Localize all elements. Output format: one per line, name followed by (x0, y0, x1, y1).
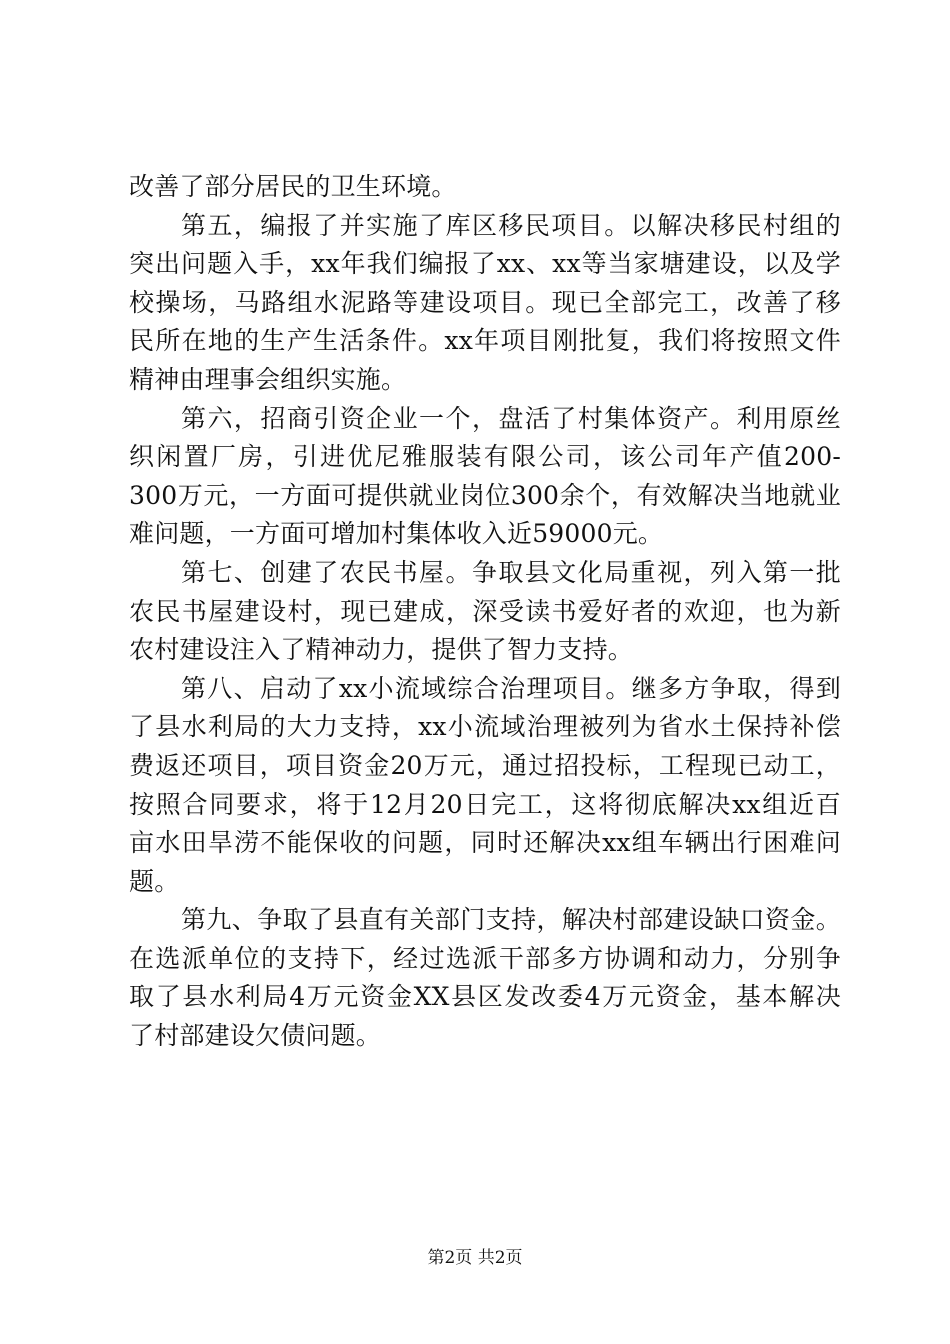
text-line: 按照合同要求，将于12月20日完工，这将彻底解决xx组近百 (129, 789, 841, 819)
page-number: 第2页 共2页 (427, 1248, 523, 1268)
text-line: 300万元，一方面可提供就业岗位300余个，有效解决当地就业 (129, 480, 841, 510)
text-line: 第六，招商引资企业一个，盘活了村集体资产。利用原丝 (181, 403, 841, 433)
text-line: 织闲置厂房，引进优尼雅服装有限公司，该公司年产值200- (129, 442, 841, 472)
text-line: 难问题，一方面可增加村集体收入近59000元。 (129, 519, 664, 549)
text-line: 突出问题入手，xx年我们编报了xx、xx等当家塘建设，以及学 (129, 249, 841, 279)
text-line: 取了县水利局4万元资金XX县区发改委4万元资金，基本解决 (129, 982, 841, 1012)
text-line: 费返还项目，项目资金20万元，通过招投标，工程现已动工， (129, 750, 841, 780)
text-line: 在选派单位的支持下，经过选派干部多方协调和动力，分别争 (129, 943, 841, 973)
document-body (129, 168, 841, 1056)
text-line: 精神由理事会组织实施。 (129, 364, 407, 394)
page-footer (0, 1246, 950, 1270)
text-line: 亩水田旱涝不能保收的问题，同时还解决xx组车辆出行困难问 (129, 828, 841, 858)
text-line: 民所在地的生产生活条件。xx年项目刚批复，我们将按照文件 (129, 326, 841, 356)
text-line: 农村建设注入了精神动力，提供了智力支持。 (129, 635, 634, 665)
text-line: 改善了部分居民的卫生环境。 (129, 172, 457, 201)
text-line: 了村部建设欠债问题。 (129, 1021, 382, 1051)
text-line: 第九、争取了县直有关部门支持，解决村部建设缺口资金。 (181, 905, 841, 935)
text-line: 第七、创建了农民书屋。争取县文化局重视，列入第一批 (181, 557, 841, 587)
text-line: 校操场，马路组水泥路等建设项目。现已全部完工，改善了移 (129, 287, 841, 317)
text-line: 第八、启动了xx小流域综合治理项目。继多方争取，得到 (181, 673, 841, 703)
text-line: 第五，编报了并实施了库区移民项目。以解决移民村组的 (181, 210, 841, 240)
text-line: 农民书屋建设村，现已建成，深受读书爱好者的欢迎，也为新 (129, 596, 841, 626)
text-line: 了县水利局的大力支持，xx小流域治理被列为省水土保持补偿 (129, 712, 841, 742)
text-line: 题。 (129, 866, 180, 896)
